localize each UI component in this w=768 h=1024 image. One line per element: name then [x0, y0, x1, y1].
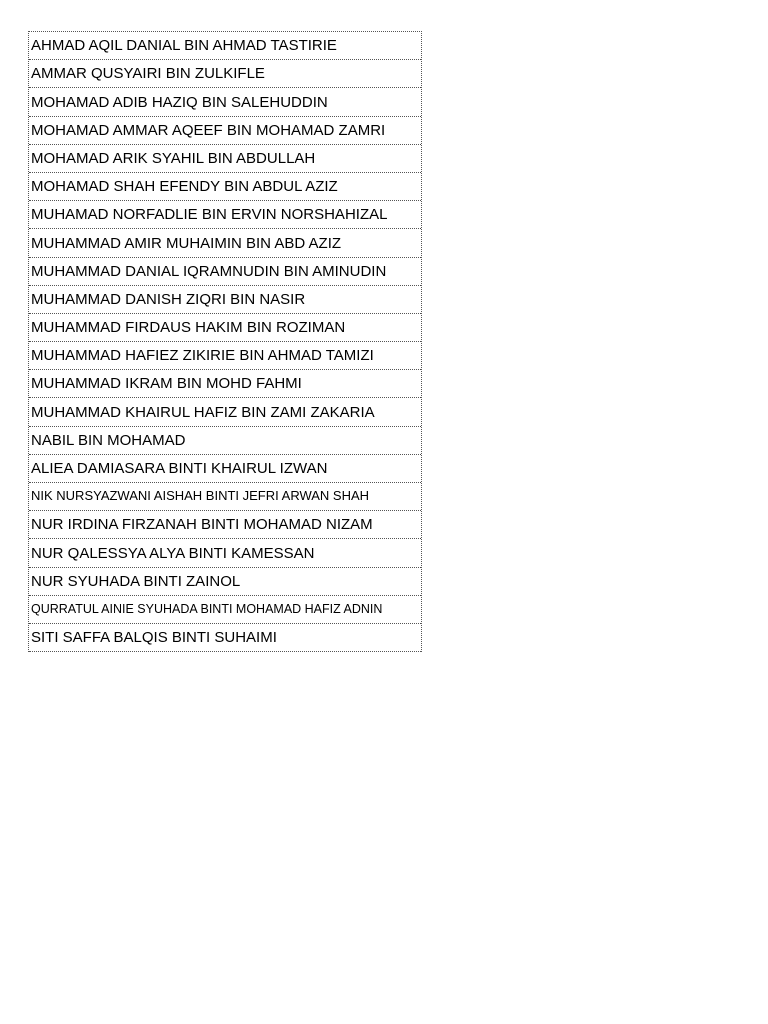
table-row: MUHAMMAD IKRAM BIN MOHD FAHMI: [29, 370, 421, 398]
table-row: NIK NURSYAZWANI AISHAH BINTI JEFRI ARWAN SHAH: [29, 483, 421, 511]
table-row: MUHAMMAD DANIAL IQRAMNUDIN BIN AMINUDIN: [29, 258, 421, 286]
table-row: MUHAMAD NORFADLIE BIN ERVIN NORSHAHIZAL: [29, 201, 421, 229]
table-row: NUR QALESSYA ALYA BINTI KAMESSAN: [29, 539, 421, 567]
table-row: MOHAMAD ARIK SYAHIL BIN ABDULLAH: [29, 145, 421, 173]
table-row: MOHAMAD AMMAR AQEEF BIN MOHAMAD ZAMRI: [29, 117, 421, 145]
table-row: NABIL BIN MOHAMAD: [29, 427, 421, 455]
table-row: NUR SYUHADA BINTI ZAINOL: [29, 568, 421, 596]
table-row: MUHAMMAD HAFIEZ ZIKIRIE BIN AHMAD TAMIZI: [29, 342, 421, 370]
table-row: ALIEA DAMIASARA BINTI KHAIRUL IZWAN: [29, 455, 421, 483]
table-row: MUHAMMAD FIRDAUS HAKIM BIN ROZIMAN: [29, 314, 421, 342]
table-row: MOHAMAD SHAH EFENDY BIN ABDUL AZIZ: [29, 173, 421, 201]
name-list-table: [28, 31, 422, 652]
table-row: MUHAMMAD AMIR MUHAIMIN BIN ABD AZIZ: [29, 229, 421, 257]
table-row: MUHAMMAD DANISH ZIQRI BIN NASIR: [29, 286, 421, 314]
table-row: AHMAD AQIL DANIAL BIN AHMAD TASTIRIE: [29, 32, 421, 60]
table-row: MOHAMAD ADIB HAZIQ BIN SALEHUDDIN: [29, 88, 421, 116]
table-row: NUR IRDINA FIRZANAH BINTI MOHAMAD NIZAM: [29, 511, 421, 539]
table-row: SITI SAFFA BALQIS BINTI SUHAIMI: [29, 624, 421, 652]
table-row: QURRATUL AINIE SYUHADA BINTI MOHAMAD HAFIZ ADNIN: [29, 596, 421, 624]
table-row: MUHAMMAD KHAIRUL HAFIZ BIN ZAMI ZAKARIA: [29, 398, 421, 426]
table-row: AMMAR QUSYAIRI BIN ZULKIFLE: [29, 60, 421, 88]
